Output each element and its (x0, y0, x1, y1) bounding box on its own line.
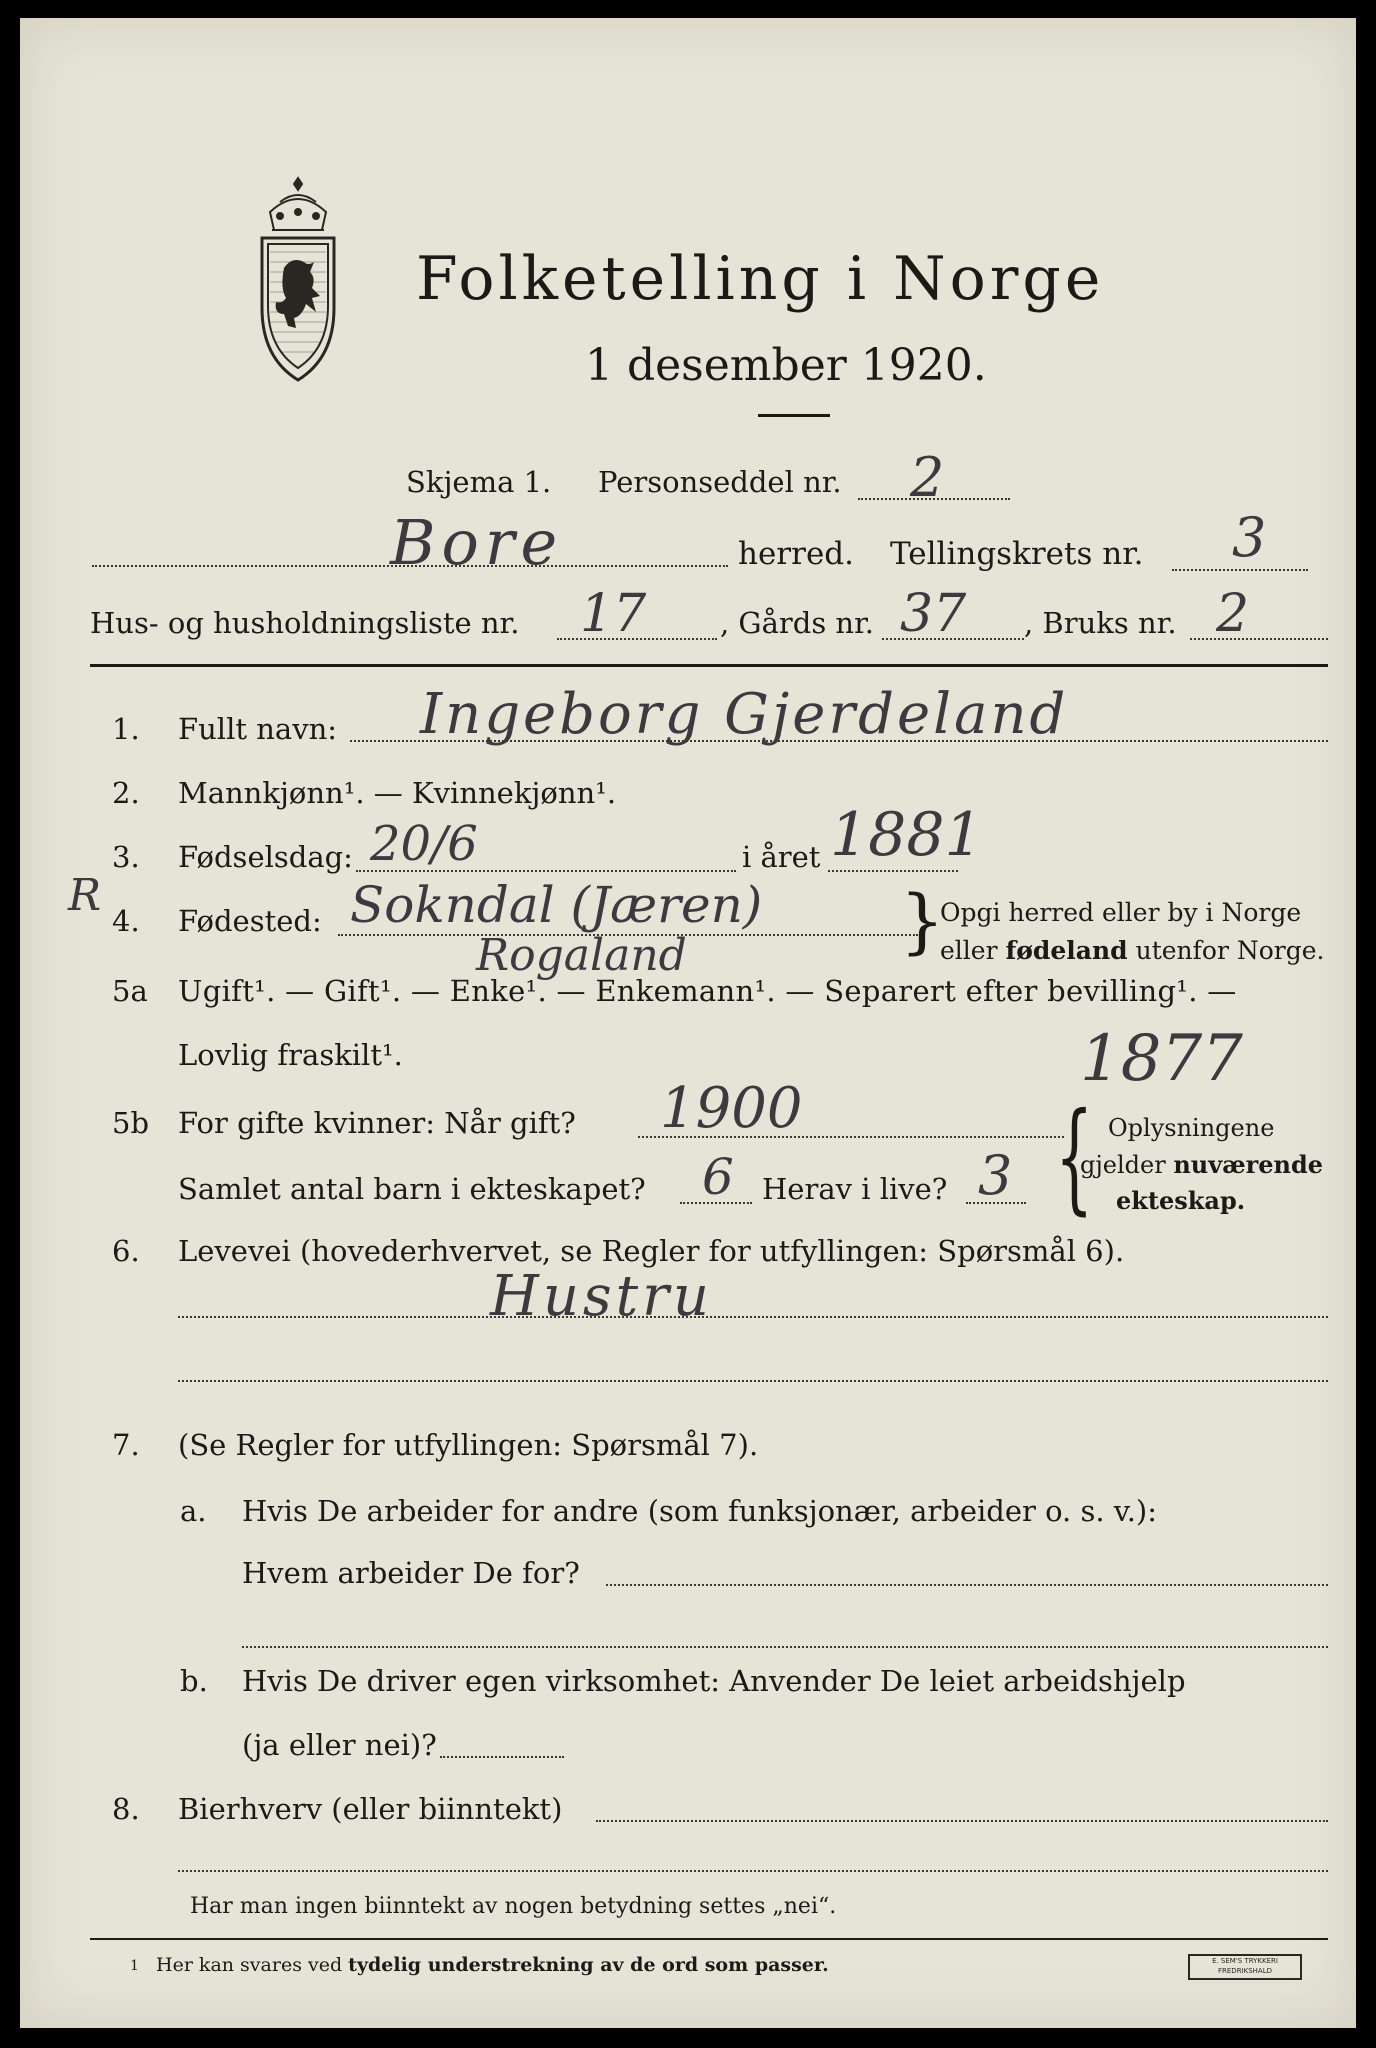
header-rule (90, 664, 1328, 667)
birth-year-value: 1881 (830, 800, 983, 870)
q5b-label-2: Samlet antal barn i ekteskapet? (178, 1172, 646, 1206)
birthplace-note-1: Opgi herred eller by i Norge (940, 898, 1302, 927)
birthplace-note-2: eller fødeland utenfor Norge. (940, 936, 1325, 965)
birthday-value: 20/6 (370, 816, 478, 872)
birth-year-label: i året (742, 840, 821, 874)
skjema-label: Skjema 1. (406, 465, 552, 499)
gards-label: , Gårds nr. (720, 606, 874, 640)
marital-annotation: 1877 (1080, 1022, 1243, 1096)
q7a-line-2: Hvem arbeider De for? (242, 1556, 580, 1590)
printer-mark-line-1: E. SEM'S TRYKKERI (1212, 1957, 1278, 1965)
footnote-mark: 1 (130, 1958, 139, 1974)
hus-value: 17 (580, 584, 647, 644)
gender-options: Mannkjønn¹. — Kvinnekjønn¹. (178, 776, 617, 810)
personseddel-value: 2 (910, 446, 945, 509)
margin-mark: R (68, 870, 102, 921)
gards-value: 37 (900, 584, 967, 644)
side-income-note: Har man ingen biinntekt av nogen betydning settes „nei“. (190, 1894, 837, 1919)
occupation-line-2 (178, 1380, 1328, 1382)
q3-number: 3. (112, 840, 140, 874)
herred-label: herred. (738, 536, 854, 572)
marriage-note-3: ekteskap. (1116, 1186, 1246, 1215)
marital-status-options-2: Lovlig fraskilt¹. (178, 1038, 403, 1072)
q1-label: Fullt navn: (178, 712, 338, 746)
q1-number: 1. (112, 712, 140, 746)
q7b-line-2: (ja eller nei)? (242, 1728, 437, 1762)
norwegian-coat-of-arms-icon (250, 172, 346, 382)
occupation-line-1 (178, 1316, 1328, 1318)
employer-line-2 (242, 1646, 1328, 1648)
form-title: Folketelling i Norge (416, 244, 1105, 314)
q7a-letter: a. (180, 1494, 207, 1528)
q5b-label-1: For gifte kvinner: Når gift? (178, 1106, 576, 1140)
children-alive-value: 3 (978, 1144, 1013, 1207)
tellingskrets-label: Tellingskrets nr. (890, 536, 1144, 572)
q3-label: Fødselsdag: (178, 840, 353, 874)
herred-value: Bore (390, 506, 564, 579)
marriage-note-brace: { (1055, 1088, 1094, 1227)
printer-mark (1188, 1954, 1302, 1980)
q7a-line-1: Hvis De arbeider for andre (som funksjonær, arbeider o. s. v.): (242, 1494, 1158, 1528)
side-income-line-2 (178, 1870, 1328, 1872)
q6-number: 6. (112, 1234, 140, 1268)
q5a-number: 5a (112, 974, 148, 1008)
census-form-page (20, 18, 1356, 2028)
q7b-letter: b. (180, 1664, 208, 1698)
tellingskrets-value: 3 (1232, 506, 1267, 569)
q4-label: Fødested: (178, 904, 322, 938)
birthplace-note-brace: } (900, 880, 945, 962)
tellingskrets-line (1172, 569, 1308, 571)
q5b-number: 5b (112, 1106, 150, 1140)
bruks-line (1190, 638, 1328, 640)
q4-number: 4. (112, 904, 140, 938)
q7-label: (Se Regler for utfyllingen: Spørsmål 7). (178, 1428, 759, 1462)
printer-mark-line-2: FREDRIKSHALD (1217, 1967, 1272, 1975)
footnote-text: Her kan svares ved tydelig understrekning av de ord som passer. (156, 1954, 829, 1976)
q2-number: 2. (112, 776, 140, 810)
bruks-value: 2 (1216, 584, 1250, 644)
q8-number: 8. (112, 1792, 140, 1826)
marital-status-options: Ugift¹. — Gift¹. — Enke¹. — Enkemann¹. — Separert efter bevilling¹. — (178, 974, 1237, 1008)
personseddel-label: Personseddel nr. (598, 465, 842, 499)
q8-label: Bierhverv (eller biinntekt) (178, 1792, 563, 1826)
when-married-value: 1900 (660, 1076, 803, 1141)
title-divider (758, 414, 830, 417)
footnote-rule (90, 1938, 1328, 1940)
hus-label: Hus- og husholdningsliste nr. (90, 606, 520, 640)
hired-help-line (440, 1756, 564, 1758)
employer-line-1 (606, 1584, 1328, 1586)
q7-number: 7. (112, 1428, 140, 1462)
birthplace-value-2: Rogaland (476, 930, 687, 981)
census-date: 1 desember 1920. (585, 340, 987, 391)
marriage-note-2: gjelder nuværende (1080, 1150, 1324, 1179)
q5b-label-3: Herav i live? (762, 1172, 948, 1206)
birth-year-line (828, 870, 958, 872)
occupation-value: Hustru (490, 1264, 713, 1329)
marriage-note-1: Oplysningene (1108, 1114, 1275, 1142)
q7b-line-1: Hvis De driver egen virksomhet: Anvender De leiet arbeidshjelp (242, 1664, 1186, 1698)
bruks-label: , Bruks nr. (1024, 606, 1177, 640)
birthplace-value: Sokndal (Jæren) (350, 876, 763, 934)
q6-label: Levevei (hovederhvervet, se Regler for utfyllingen: Spørsmål 6). (178, 1234, 1125, 1268)
children-value: 6 (702, 1148, 734, 1206)
full-name-value: Ingeborg Gjerdeland (420, 682, 1069, 747)
side-income-line-1 (596, 1820, 1328, 1822)
